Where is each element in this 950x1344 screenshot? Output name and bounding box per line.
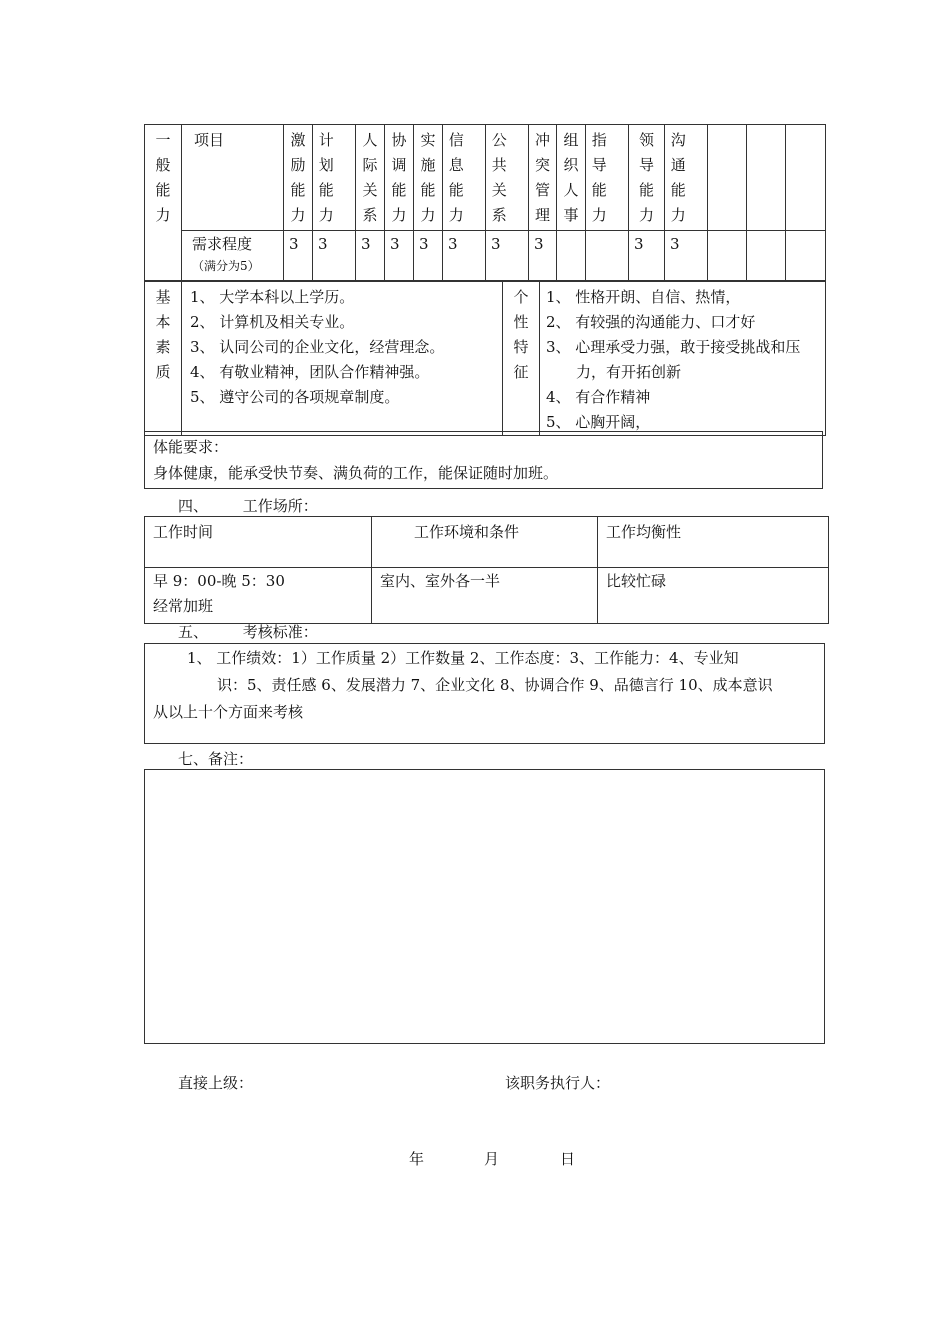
list-item: 2、 有较强的沟通能力、口才好 <box>546 313 756 331</box>
work-environment-value: 室内、室外各一半 <box>372 568 598 624</box>
assessment-box <box>144 643 825 744</box>
list-item: 3、 认同公司的企业文化，经营理念。 <box>190 338 445 356</box>
score-cell: 3 <box>313 231 356 281</box>
score-cell: 3 <box>385 231 414 281</box>
list-item: 5、 心胸开阔， <box>546 413 651 431</box>
list-item: 1、 性格开朗、自信、热情， <box>546 288 741 306</box>
ability-cell <box>747 125 786 231</box>
ability-cell <box>786 125 826 231</box>
section5-title: 考核标准： <box>242 623 318 641</box>
remarks-box[interactable] <box>144 769 825 1044</box>
score-cell: 3 <box>284 231 313 281</box>
section4-heading <box>178 495 318 517</box>
work-balance-header: 工作均衡性 <box>598 517 829 568</box>
ability-cell: 人际关系 <box>356 125 385 231</box>
personality-list <box>540 282 826 436</box>
score-cell: 3 <box>629 231 665 281</box>
ability-cell: 公共关系 <box>486 125 529 231</box>
section4-title: 工作场所： <box>242 497 318 515</box>
date-day: 日 <box>560 1150 576 1168</box>
score-row <box>145 231 826 281</box>
section4-number: 四、 <box>178 497 209 515</box>
competency-table <box>144 124 826 281</box>
basic-quality-list <box>182 282 503 436</box>
basic-quality-label: 基本素质 <box>145 282 182 436</box>
work-time-value <box>145 568 372 624</box>
demand-note: （满分为5） <box>192 259 260 273</box>
remarks-heading: 七、备注： <box>178 750 254 768</box>
list-item: 4、 有合作精神 <box>546 388 651 406</box>
physical-text: 身体健康，能承受快节奏、满负荷的工作，能保证随时加班。 <box>153 464 559 482</box>
work-hours: 早 9：00-晚 5：30 <box>153 572 285 590</box>
score-cell: 3 <box>414 231 443 281</box>
physical-requirements <box>144 431 823 489</box>
date-month: 月 <box>484 1150 500 1168</box>
assessment-line: 1、 工作绩效：1）工作质量 2）工作数量 2、工作态度：3、工作能力：4、专业知 <box>187 649 739 667</box>
general-ability-label: 一般能力 <box>145 125 182 281</box>
assessment-line: 识：5、责任感 6、发展潜力 7、企业文化 8、协调合作 9、品德言行 10、成本意识 <box>217 676 773 694</box>
work-environment-header: 工作环境和条件 <box>372 517 598 568</box>
score-cell <box>586 231 629 281</box>
score-cell <box>557 231 586 281</box>
score-cell: 3 <box>665 231 708 281</box>
personality-label: 个性特征 <box>503 282 540 436</box>
ability-cell: 冲突管理 <box>529 125 557 231</box>
section5-number: 五、 <box>178 623 209 641</box>
demand-label: 需求程度 <box>192 235 253 253</box>
work-time-header: 工作时间 <box>145 517 372 568</box>
ability-cell: 激励能力 <box>284 125 313 231</box>
score-cell <box>747 231 786 281</box>
assessment-line: 从以上十个方面来考核 <box>153 703 304 721</box>
work-balance-value: 比较忙碌 <box>598 568 829 624</box>
ability-cell: 信息能力 <box>443 125 486 231</box>
quality-table <box>144 281 826 436</box>
demand-cell <box>182 231 284 281</box>
score-cell: 3 <box>529 231 557 281</box>
list-item: 5、 遵守公司的各项规章制度。 <box>190 388 400 406</box>
ability-cell: 组织人事 <box>557 125 586 231</box>
workplace-table <box>144 516 829 624</box>
list-item: 2、 计算机及相关专业。 <box>190 313 355 331</box>
score-cell: 3 <box>486 231 529 281</box>
physical-title: 体能要求： <box>153 438 229 456</box>
supervisor-signature: 直接上级： <box>178 1074 254 1092</box>
ability-cell: 沟通能力 <box>665 125 708 231</box>
score-cell <box>786 231 826 281</box>
item-header: 项目 <box>182 125 284 231</box>
executor-signature: 该职务执行人： <box>505 1074 611 1092</box>
ability-row <box>145 125 826 231</box>
ability-cell: 指导能力 <box>586 125 629 231</box>
score-cell: 3 <box>443 231 486 281</box>
ability-cell <box>708 125 747 231</box>
score-cell <box>708 231 747 281</box>
ability-cell: 实施能力 <box>414 125 443 231</box>
list-item: 1、 大学本科以上学历。 <box>190 288 355 306</box>
ability-cell: 领导能力 <box>629 125 665 231</box>
list-item: 4、 有敬业精神，团队合作精神强。 <box>190 363 430 381</box>
date-year: 年 <box>409 1150 425 1168</box>
overtime-note: 经常加班 <box>153 597 214 615</box>
ability-cell: 协调能力 <box>385 125 414 231</box>
score-cell: 3 <box>356 231 385 281</box>
section5-heading <box>178 621 318 643</box>
list-item: 3、 心理承受力强，敢于接受挑战和压力，有开拓创新 <box>546 338 801 381</box>
ability-cell: 计划能力 <box>313 125 356 231</box>
